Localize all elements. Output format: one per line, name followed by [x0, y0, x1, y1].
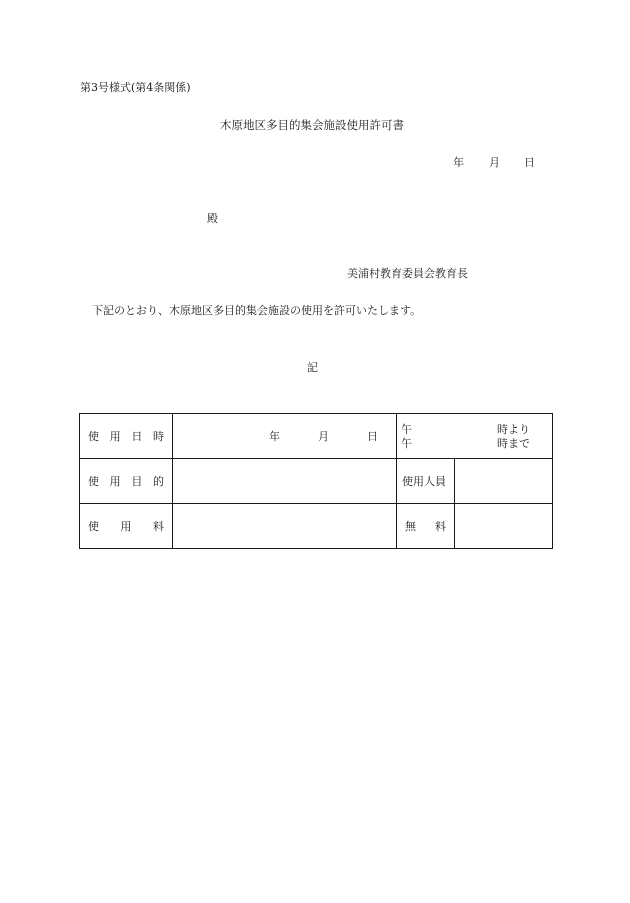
usage-datetime-label: 使 用 日 時	[80, 414, 173, 459]
issue-date-month: 月	[489, 156, 500, 169]
attendees-label: 使用人員	[397, 459, 455, 504]
usage-time-cell	[397, 414, 553, 459]
usage-date-day: 日	[367, 429, 378, 443]
table-row-usage-purpose	[80, 459, 553, 504]
usage-date-cell	[173, 414, 397, 459]
time-from-suffix: 時より	[497, 422, 530, 436]
fee-status-label: 無 料	[397, 504, 455, 549]
issue-date-year: 年	[453, 156, 464, 169]
recipient-suffix: 殿	[207, 212, 218, 225]
fee-status-value	[455, 504, 553, 549]
table-row-usage-datetime	[80, 414, 553, 459]
document-title: 木原地区多目的集会施設使用許可書	[220, 118, 404, 132]
usage-purpose-label: 使 用 目 的	[80, 459, 173, 504]
time-to-ampm: 午	[401, 436, 412, 450]
form-number: 第3号様式(第4条関係)	[80, 81, 191, 94]
ki-heading: 記	[307, 361, 318, 374]
usage-fee-label: 使 用 料	[80, 504, 173, 549]
table-row-usage-fee	[80, 504, 553, 549]
usage-date-month: 月	[318, 429, 329, 443]
issue-date-day: 日	[524, 156, 535, 169]
time-from-ampm: 午	[401, 422, 412, 436]
usage-purpose-value	[173, 459, 397, 504]
permit-table	[79, 413, 553, 549]
body-text: 下記のとおり、木原地区多目的集会施設の使用を許可いたします。	[92, 304, 422, 317]
attendees-value	[455, 459, 553, 504]
issuer-name: 美浦村教育委員会教育長	[347, 267, 468, 280]
time-to-suffix: 時まで	[497, 436, 530, 450]
usage-fee-value	[173, 504, 397, 549]
usage-date-year: 年	[269, 429, 280, 443]
